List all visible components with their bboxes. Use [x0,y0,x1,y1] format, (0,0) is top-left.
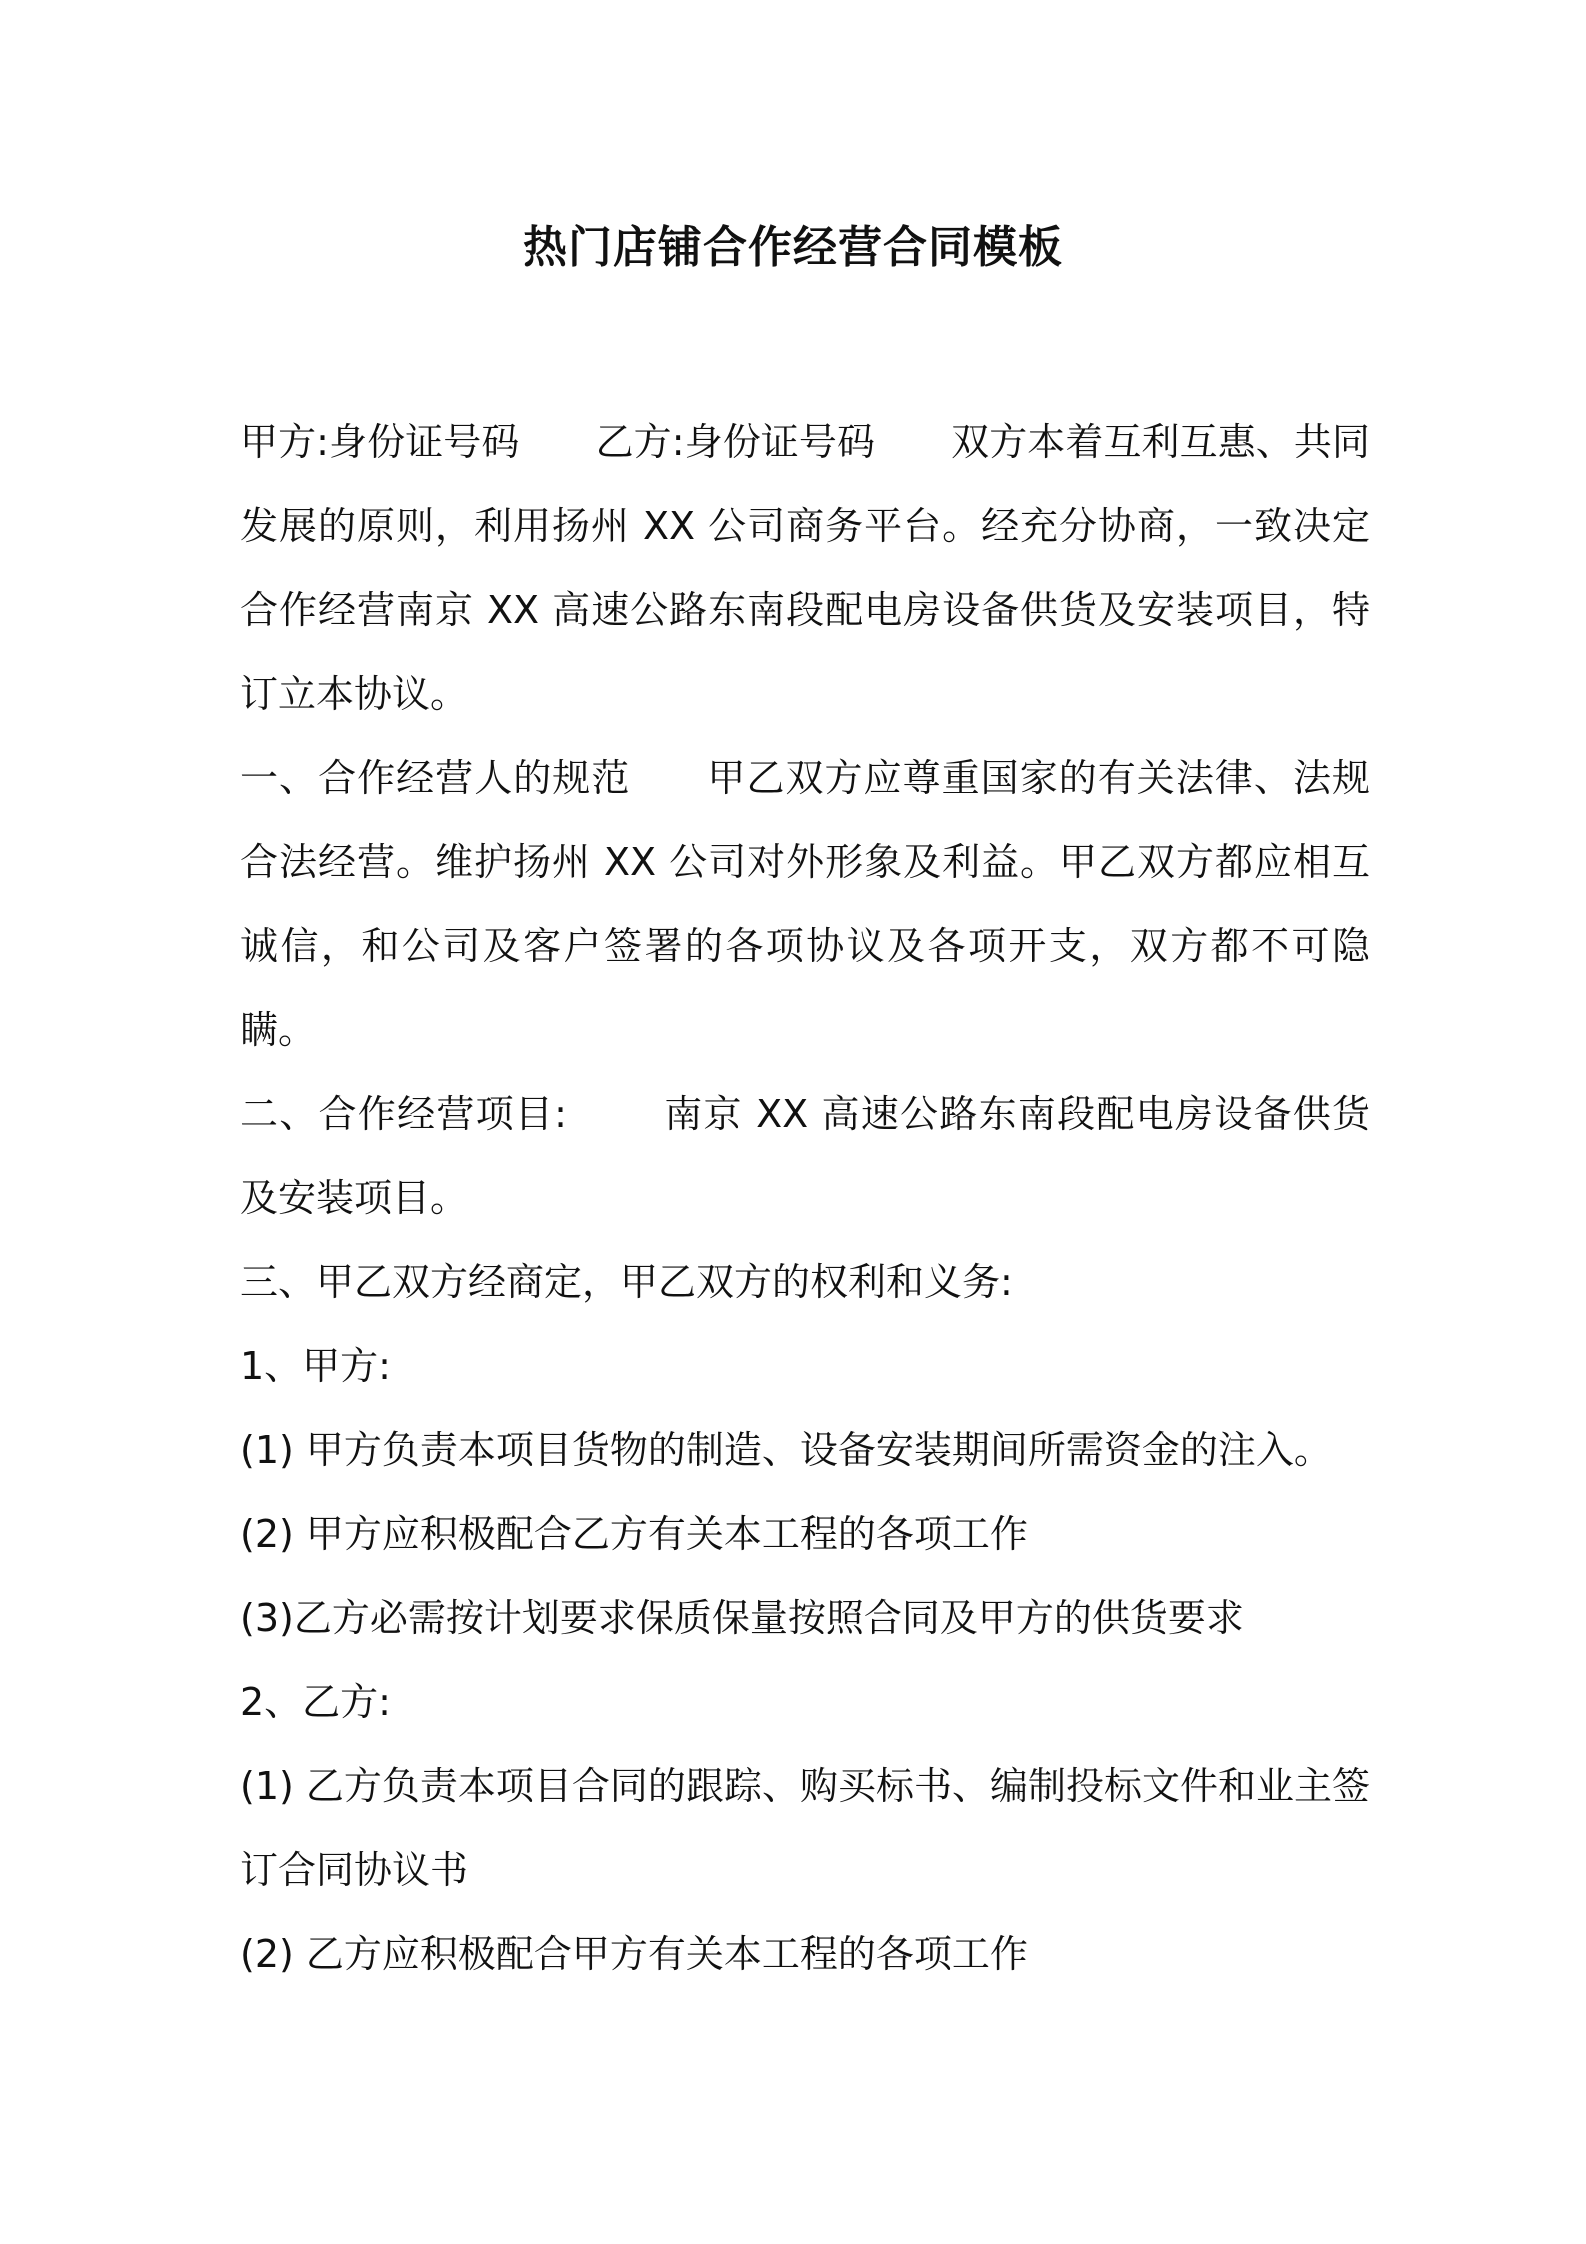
section-1-heading: 一、合作经营人的规范 [240,756,631,800]
paragraph-party-a-heading: 1、甲方: [240,1344,391,1388]
paragraph-section-1 [240,736,1370,1072]
party-a-label: 甲方:身份证号码 [240,420,520,464]
paragraph-section-2 [240,1072,1370,1240]
section-1-text: 甲乙双方应尊重国家的有关法律、法规合法经营。维护扬州 XX 公司对外形象及利益。甲乙双方都应相互诚信，和公司及客户签署的各项协议及各项开支，双方都不可隐瞒。 [240,756,1370,1052]
paragraph-party-a-item-3: (3)乙方必需按计划要求保质保量按照合同及甲方的供货要求 [240,1596,1244,1640]
document-body [240,400,1370,1996]
paragraph-party-b-item-2: (2) 乙方应积极配合甲方有关本工程的各项工作 [240,1932,1028,1976]
preamble-text: 双方本着互利互惠、共同发展的原则，利用扬州 XX 公司商务平台。经充分协商，一致决定合作经营南京 XX 高速公路东南段配电房设备供货及安装项目，特订立本协议。 [240,420,1370,716]
paragraph-section-3: 三、甲乙双方经商定，甲乙双方的权利和义务: [240,1260,1013,1304]
party-b-label: 乙方:身份证号码 [595,420,876,464]
paragraph-party-a-item-1: (1) 甲方负责本项目货物的制造、设备安装期间所需资金的注入。 [240,1428,1332,1472]
document-title: 热门店铺合作经营合同模板 [523,222,1063,273]
section-2-text: 南京 XX 高速公路东南段配电房设备供货及安装项目。 [240,1092,1370,1220]
section-2-heading: 二、合作经营项目: [240,1092,567,1136]
paragraph-party-b-item-1: (1) 乙方负责本项目合同的跟踪、购买标书、编制投标文件和业主签订合同协议书 [240,1764,1370,1892]
paragraph-party-a-item-2: (2) 甲方应积极配合乙方有关本工程的各项工作 [240,1512,1028,1556]
paragraph-party-b-heading: 2、乙方: [240,1680,391,1724]
paragraph-parties [240,400,1370,736]
